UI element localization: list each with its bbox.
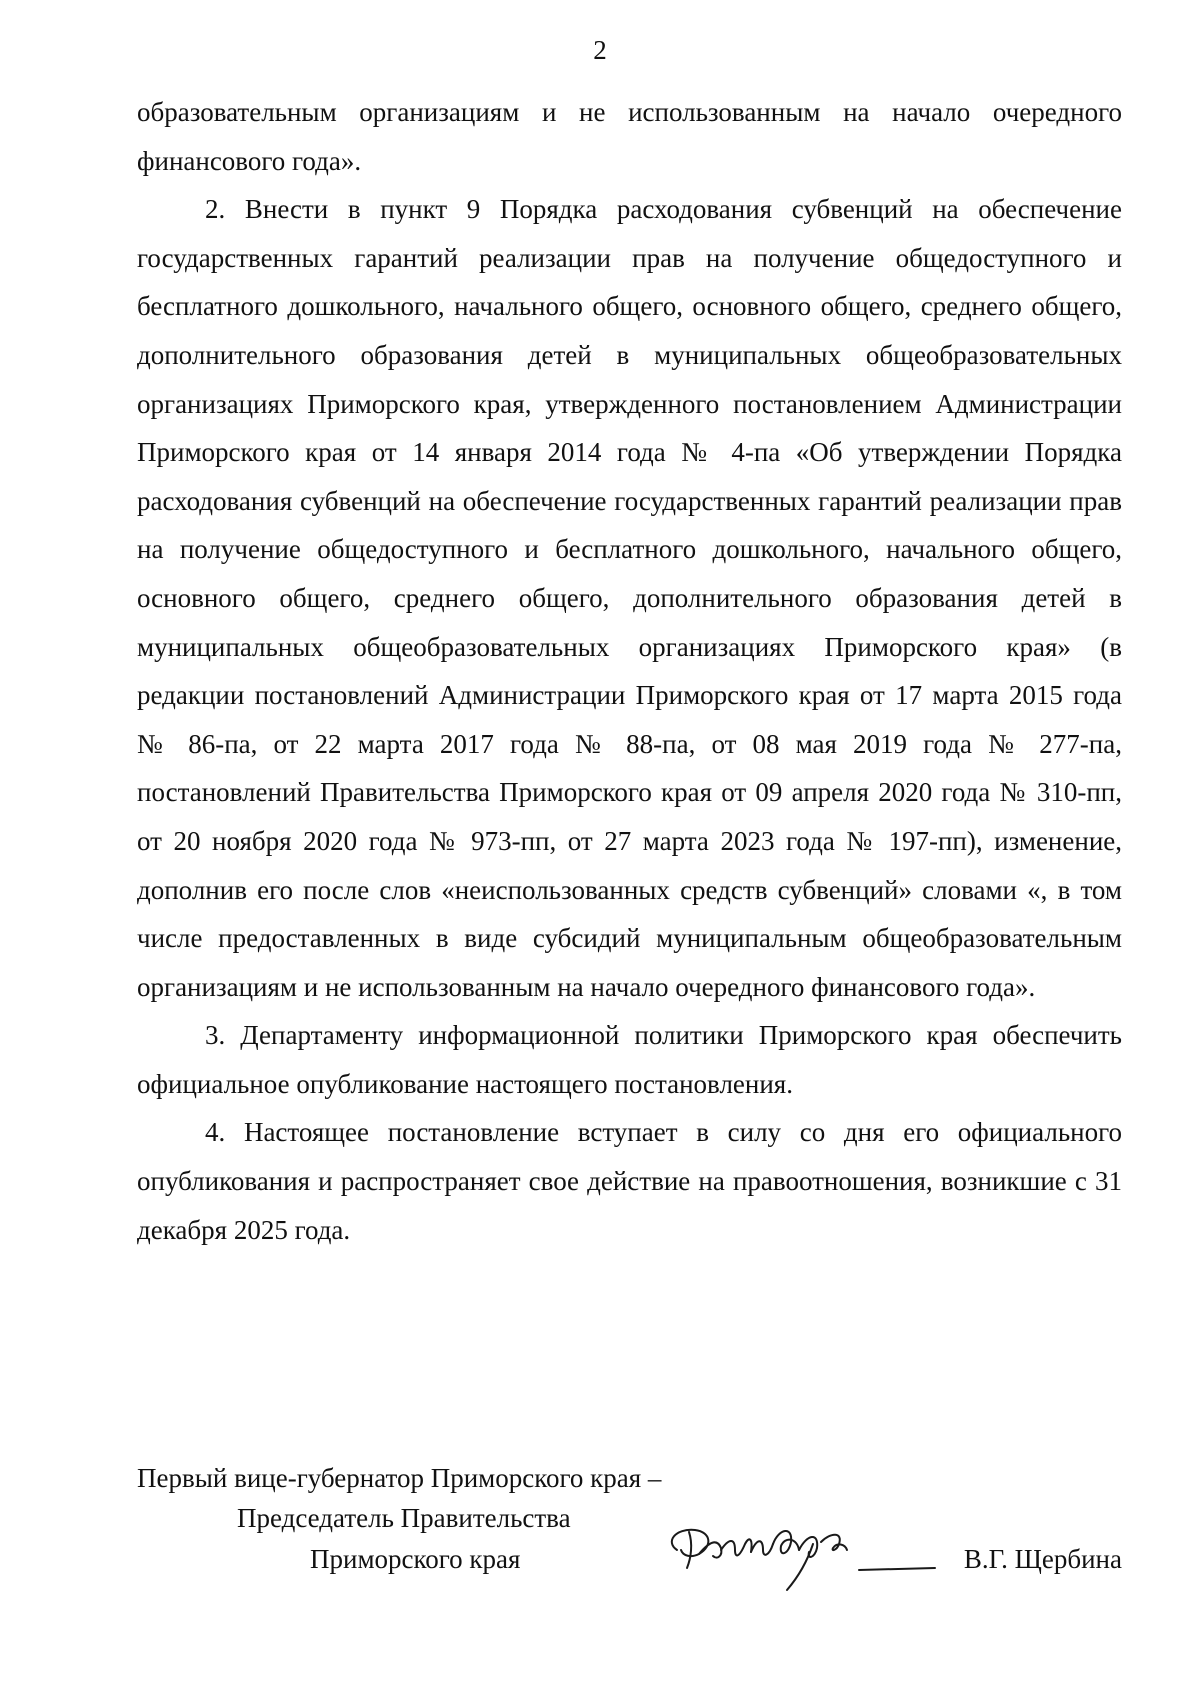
signatory-name: В.Г. Щербина [963,1544,1122,1574]
signature-block [137,1458,1122,1588]
paragraph-item-4: 4. Настоящее постановление вступает в силу со дня его официального опубликования и распространяет свое действие на правоотношения, возникшие с 31 декабря 2025 года. [137,1117,1122,1245]
document-body [137,88,1122,1254]
signatory-position-line-2: Председатель Правительства [237,1503,571,1533]
paragraph-continuation: образовательным организациям и не использованным на начало очередного финансового года». [137,97,1122,176]
signatory-position-line-3: Приморского края [310,1544,521,1574]
paragraph-item-2: 2. Внести в пункт 9 Порядка расходования субвенций на обеспечение государственных гарантий реализации прав на получение общедоступного и бесплатного дошкольного, начального общего, основного общего, среднего общего, дополнительного образования детей в муниципальных общеобразовательных организациях Приморского края, утвержденного постановлением Администрации Приморского края от 14 января 2014 года № 4-па «Об утверждении Порядка расходования субвенций на обеспечение государственных гарантий реализации прав на получение общедоступного и бесплатного дошкольного, начального общего, основного общего, среднего общего, дополнительного образования детей в муниципальных общеобразовательных организациях Приморского края» (в редакции постановлений Администрации Приморского края от 17 марта 2015 года № 86-па, от 22 марта 2017 года № 88-па, от 08 мая 2019 года № 277-па, постановлений Правительства Приморского края от 09 апреля 2020 года № 310-пп, от 20 ноября 2020 года № 973-пп, от 27 марта 2023 года № 197-пп), изменение, дополнив его после слов «неиспользованных средств субвенций» словами «, в том числе предоставленных в виде субсидий муниципальным общеобразовательным организациям и не использованным на начало очередного финансового года». [137,194,1122,1002]
page-number: 2 [593,35,607,65]
signatory-position-line-1: Первый вице-губернатор Приморского края – [137,1463,662,1493]
handwritten-signature [647,1498,937,1598]
paragraph-item-3: 3. Департаменту информационной политики Приморского края обеспечить официальное опубликование настоящего постановления. [137,1020,1122,1099]
